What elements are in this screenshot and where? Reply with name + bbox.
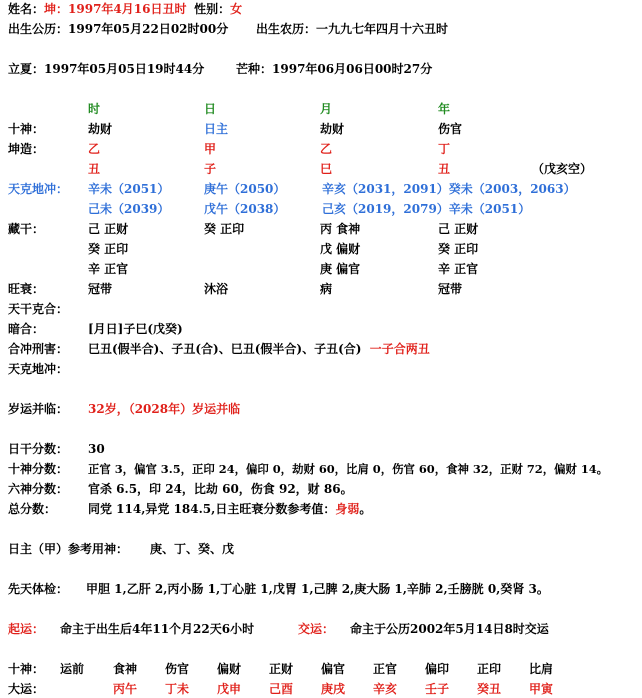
wangshuai-day: 沐浴 bbox=[204, 282, 229, 296]
tkdc-hour-1: 辛未（2051） bbox=[88, 182, 170, 196]
tkdc-label: 天克地冲： bbox=[8, 182, 69, 196]
suiyun-label: 岁运并临： bbox=[8, 402, 69, 416]
tkdc2-row bbox=[8, 360, 68, 378]
liushen-label: 六神分数： bbox=[8, 482, 69, 496]
column-day: 日 bbox=[204, 102, 217, 116]
canggan-month-3: 庚 偏官 bbox=[320, 262, 361, 276]
tkdc-month-1: 辛亥（2031，2091）癸未（2003，2063） bbox=[322, 182, 576, 196]
mangzhong-label: 芒种： bbox=[236, 62, 273, 76]
yongshen-value: 庚、丁、癸、戊 bbox=[150, 542, 235, 556]
canggan-month-2: 戊 偏财 bbox=[320, 242, 361, 256]
wangshuai-label: 旺衰： bbox=[8, 282, 45, 296]
dayun-9: 甲寅 bbox=[529, 682, 554, 696]
dayun-shishen-5: 偏官 bbox=[321, 662, 346, 676]
dayun-shishen-4: 正财 bbox=[269, 662, 294, 676]
stem-year: 丁 bbox=[438, 142, 451, 156]
shishen-month: 劫财 bbox=[320, 122, 345, 136]
dayun-shishen-2: 伤官 bbox=[165, 662, 190, 676]
canggan-hour-1: 己 正财 bbox=[88, 222, 129, 236]
lunar-birth bbox=[256, 20, 448, 38]
dayun-4: 己酉 bbox=[269, 682, 294, 696]
tkdc-day-2: 戊午（2038） bbox=[204, 202, 286, 216]
kongwang: （戊亥空） bbox=[532, 162, 593, 176]
header-birth-row bbox=[8, 20, 228, 38]
column-month: 月 bbox=[320, 102, 333, 116]
shishen-score-label: 十神分数： bbox=[8, 462, 69, 476]
anhe-label: 暗合： bbox=[8, 322, 45, 336]
canggan-label: 藏干： bbox=[8, 222, 45, 236]
lixia-label: 立夏： bbox=[8, 62, 45, 76]
liushen-value: 官杀 6.5，印 24，比劫 60，伤食 92，财 86。 bbox=[88, 482, 353, 496]
tgkh-row bbox=[8, 300, 68, 318]
branch-year: 丑 bbox=[438, 162, 451, 176]
dayun-shishen-1: 食神 bbox=[113, 662, 138, 676]
shishen-year: 伤官 bbox=[438, 122, 463, 136]
wangshuai-hour: 冠带 bbox=[88, 282, 113, 296]
yongshen-label: 日主（甲）参考用神： bbox=[8, 542, 129, 556]
branch-hour: 丑 bbox=[88, 162, 101, 176]
canggan-hour-2: 癸 正印 bbox=[88, 242, 129, 256]
dayun-label: 大运： bbox=[8, 682, 45, 696]
solar-value: 1997年05月22日02时00分 bbox=[68, 22, 229, 36]
lixia-row bbox=[8, 60, 204, 78]
canggan-month-1: 丙 食神 bbox=[320, 222, 361, 236]
stem-hour: 乙 bbox=[88, 142, 101, 156]
canggan-year-2: 癸 正印 bbox=[438, 242, 479, 256]
jiaoyun-label: 交运： bbox=[298, 622, 335, 636]
total-line bbox=[88, 500, 371, 518]
shishen-score-value: 正官 3，偏官 3.5，正印 24，偏印 0，劫财 60，比肩 0，伤官 60，食神 32，正财 72，偏财 14。 bbox=[88, 462, 609, 476]
mangzhong bbox=[236, 60, 432, 78]
total-value: 同党 114,异党 184.5,日主旺衰分数参考值： bbox=[88, 502, 336, 516]
dayun-8: 癸丑 bbox=[477, 682, 502, 696]
tkdc-month-2: 己亥（2019，2079）辛未（2051） bbox=[322, 202, 531, 216]
dayun-2: 丁未 bbox=[165, 682, 190, 696]
shishen-hour: 劫财 bbox=[88, 122, 113, 136]
name-label: 姓名： bbox=[8, 2, 45, 16]
hcxh-note: 一子合两丑 bbox=[369, 342, 430, 356]
dayun-shishen-3: 偏财 bbox=[217, 662, 242, 676]
column-year: 年 bbox=[438, 102, 451, 116]
name-value: 坤：1997年4月16日丑时 bbox=[44, 2, 187, 16]
solar-label: 出生公历： bbox=[8, 22, 69, 36]
total-result: 身弱 bbox=[335, 502, 360, 516]
rigan-label: 日干分数： bbox=[8, 442, 69, 456]
total-label: 总分数： bbox=[8, 502, 57, 516]
shishen-day: 日主 bbox=[204, 122, 229, 136]
dayun-7: 壬子 bbox=[425, 682, 450, 696]
tgkh-label: 天干克合： bbox=[8, 302, 69, 316]
anhe-value: [月日]子巳(戊癸) bbox=[88, 322, 183, 336]
lunar-label: 出生农历： bbox=[256, 22, 317, 36]
canggan-hour-3: 辛 正官 bbox=[88, 262, 129, 276]
kunzao-label: 坤造： bbox=[8, 142, 45, 156]
gender-value: 女 bbox=[230, 2, 243, 16]
stem-month: 乙 bbox=[320, 142, 333, 156]
tijian-value: 甲胆 1,乙肝 2,丙小肠 1,丁心脏 1,戊胃 1,己脾 2,庚大肠 1,辛肺 2,壬膀胱 0,癸肾 3。 bbox=[86, 582, 549, 596]
dayun-5: 庚戌 bbox=[321, 682, 346, 696]
shishen-label: 十神： bbox=[8, 122, 45, 136]
dayun-shishen-7: 偏印 bbox=[425, 662, 450, 676]
canggan-day-1: 癸 正印 bbox=[204, 222, 245, 236]
rigan-value: 30 bbox=[88, 442, 105, 456]
dayun-shishen-6: 正官 bbox=[373, 662, 398, 676]
hcxh-line bbox=[88, 340, 430, 358]
canggan-year-3: 辛 正官 bbox=[438, 262, 479, 276]
dayun-shishen-9: 比肩 bbox=[529, 662, 554, 676]
mangzhong-value: 1997年06月06日00时27分 bbox=[272, 62, 433, 76]
jiaoyun-value: 命主于公历2002年5月14日8时交运 bbox=[350, 622, 549, 636]
total-end: 。 bbox=[359, 502, 372, 516]
branch-month: 巳 bbox=[320, 162, 333, 176]
hcxh-label: 合冲刑害： bbox=[8, 342, 69, 356]
dayun-6: 辛亥 bbox=[373, 682, 398, 696]
canggan-year-1: 己 正财 bbox=[438, 222, 479, 236]
dayun-shishen-0: 运前 bbox=[60, 662, 85, 676]
tkdc-hour-2: 己未（2039） bbox=[88, 202, 170, 216]
qiyun-label: 起运： bbox=[8, 622, 45, 636]
wangshuai-year: 冠带 bbox=[438, 282, 463, 296]
tijian-label: 先天体检： bbox=[8, 582, 69, 596]
hcxh-value: 巳丑(假半合)、子丑(合)、巳丑(假半合)、子丑(合) bbox=[88, 342, 362, 356]
tkdc-day-1: 庚午（2050） bbox=[204, 182, 286, 196]
header-name-row bbox=[8, 0, 242, 18]
lunar-value: 一九九七年四月十六丑时 bbox=[316, 22, 449, 36]
suiyun-value: 32岁，（2028年）岁运并临 bbox=[88, 402, 241, 416]
qiyun-value: 命主于出生后4年11个月22天6小时 bbox=[60, 622, 255, 636]
gender-label: 性别： bbox=[194, 2, 231, 16]
column-hour: 时 bbox=[88, 102, 101, 116]
tkdc2-label: 天克地冲： bbox=[8, 362, 69, 376]
wangshuai-month: 病 bbox=[320, 282, 333, 296]
lixia-value: 1997年05月05日19时44分 bbox=[44, 62, 205, 76]
dayun-3: 戊申 bbox=[217, 682, 242, 696]
stem-day: 甲 bbox=[204, 142, 217, 156]
dayun-1: 丙午 bbox=[113, 682, 138, 696]
branch-day: 子 bbox=[204, 162, 217, 176]
dayun-shishen-8: 正印 bbox=[477, 662, 502, 676]
dayun-shishen-label: 十神： bbox=[8, 662, 45, 676]
